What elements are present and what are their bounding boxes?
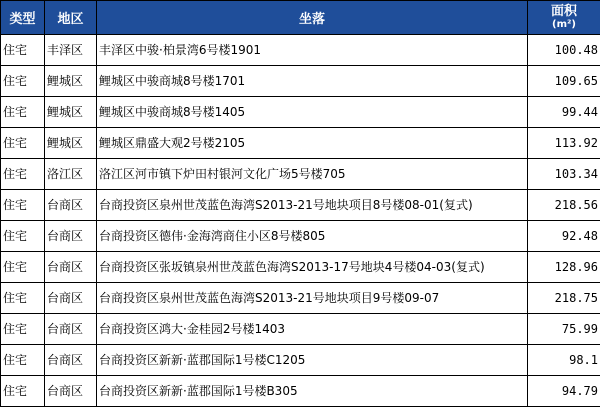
header-area-unit: (m²) bbox=[552, 18, 576, 30]
cell-type[interactable]: 住宅 bbox=[1, 376, 45, 407]
cell-area[interactable]: 99.44 bbox=[528, 97, 600, 128]
cell-district[interactable]: 台商区 bbox=[45, 376, 97, 407]
cell-address[interactable]: 台商投资区泉州世茂蓝色海湾S2013-21号地块项目8号楼08-01(复式) bbox=[97, 190, 528, 221]
cell-area[interactable]: 94.79 bbox=[528, 376, 600, 407]
cell-district[interactable]: 台商区 bbox=[45, 252, 97, 283]
cell-area[interactable]: 75.99 bbox=[528, 314, 600, 345]
table-row[interactable] bbox=[1, 35, 600, 66]
table-row[interactable] bbox=[1, 128, 600, 159]
cell-district[interactable]: 丰泽区 bbox=[45, 35, 97, 66]
cell-type[interactable]: 住宅 bbox=[1, 97, 45, 128]
table-row[interactable] bbox=[1, 221, 600, 252]
cell-district[interactable]: 鲤城区 bbox=[45, 128, 97, 159]
cell-district[interactable]: 台商区 bbox=[45, 314, 97, 345]
cell-address[interactable]: 洛江区河市镇下炉田村银河文化广场5号楼705 bbox=[97, 159, 528, 190]
cell-address[interactable]: 台商投资区泉州世茂蓝色海湾S2013-21号地块项目9号楼09-07 bbox=[97, 283, 528, 314]
table-row[interactable] bbox=[1, 97, 600, 128]
table-row[interactable] bbox=[1, 314, 600, 345]
header-area[interactable] bbox=[528, 1, 600, 35]
cell-type[interactable]: 住宅 bbox=[1, 252, 45, 283]
cell-area[interactable]: 109.65 bbox=[528, 66, 600, 97]
cell-type[interactable]: 住宅 bbox=[1, 314, 45, 345]
cell-area[interactable]: 92.48 bbox=[528, 221, 600, 252]
cell-type[interactable]: 住宅 bbox=[1, 221, 45, 252]
header-address[interactable]: 坐落 bbox=[97, 1, 528, 35]
cell-address[interactable]: 台商投资区新新·蓝郡国际1号楼B305 bbox=[97, 376, 528, 407]
cell-address[interactable]: 台商投资区张坂镇泉州世茂蓝色海湾S2013-17号地块4号楼04-03(复式) bbox=[97, 252, 528, 283]
cell-district[interactable]: 鲤城区 bbox=[45, 97, 97, 128]
cell-type[interactable]: 住宅 bbox=[1, 345, 45, 376]
cell-type[interactable]: 住宅 bbox=[1, 283, 45, 314]
cell-type[interactable]: 住宅 bbox=[1, 35, 45, 66]
header-type[interactable]: 类型 bbox=[1, 1, 45, 35]
table-row[interactable] bbox=[1, 66, 600, 97]
cell-address[interactable]: 鲤城区鼎盛大观2号楼2105 bbox=[97, 128, 528, 159]
cell-address[interactable]: 台商投资区德伟·金海湾商住小区8号楼805 bbox=[97, 221, 528, 252]
cell-district[interactable]: 洛江区 bbox=[45, 159, 97, 190]
cell-address[interactable]: 台商投资区新新·蓝郡国际1号楼C1205 bbox=[97, 345, 528, 376]
cell-type[interactable]: 住宅 bbox=[1, 66, 45, 97]
cell-address[interactable]: 台商投资区鸿大·金桂园2号楼1403 bbox=[97, 314, 528, 345]
cell-type[interactable]: 住宅 bbox=[1, 190, 45, 221]
table-row[interactable] bbox=[1, 190, 600, 221]
cell-area[interactable]: 103.34 bbox=[528, 159, 600, 190]
table-row[interactable] bbox=[1, 159, 600, 190]
cell-area[interactable]: 128.96 bbox=[528, 252, 600, 283]
cell-district[interactable]: 鲤城区 bbox=[45, 66, 97, 97]
cell-area[interactable]: 218.75 bbox=[528, 283, 600, 314]
table-body bbox=[1, 35, 600, 407]
header-area-label: 面积 bbox=[550, 3, 577, 19]
cell-type[interactable]: 住宅 bbox=[1, 159, 45, 190]
cell-district[interactable]: 台商区 bbox=[45, 345, 97, 376]
table-row[interactable] bbox=[1, 283, 600, 314]
table-row[interactable] bbox=[1, 252, 600, 283]
header-row bbox=[1, 1, 600, 35]
cell-district[interactable]: 台商区 bbox=[45, 190, 97, 221]
cell-area[interactable]: 113.92 bbox=[528, 128, 600, 159]
cell-type[interactable]: 住宅 bbox=[1, 128, 45, 159]
cell-address[interactable]: 丰泽区中骏·柏景湾6号楼1901 bbox=[97, 35, 528, 66]
cell-area[interactable]: 98.1 bbox=[528, 345, 600, 376]
cell-district[interactable]: 台商区 bbox=[45, 221, 97, 252]
cell-area[interactable]: 218.56 bbox=[528, 190, 600, 221]
cell-address[interactable]: 鲤城区中骏商城8号楼1405 bbox=[97, 97, 528, 128]
cell-district[interactable]: 台商区 bbox=[45, 283, 97, 314]
header-district[interactable]: 地区 bbox=[45, 1, 97, 35]
cell-area[interactable]: 100.48 bbox=[528, 35, 600, 66]
table-header bbox=[1, 1, 600, 35]
cell-address[interactable]: 鲤城区中骏商城8号楼1701 bbox=[97, 66, 528, 97]
